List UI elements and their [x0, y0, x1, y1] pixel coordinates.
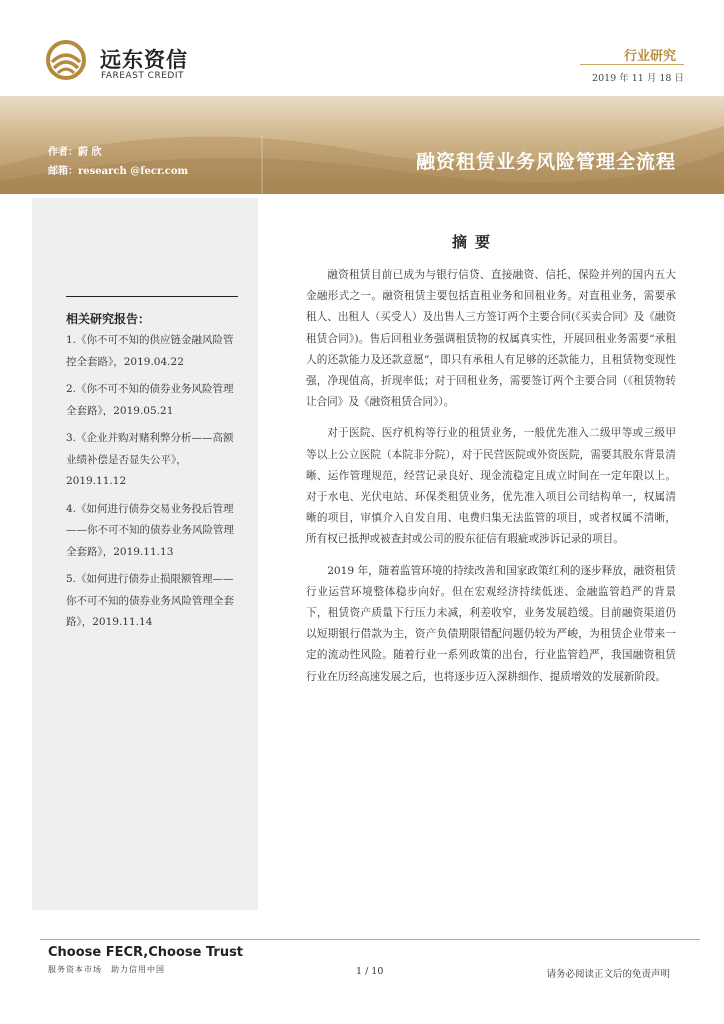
- summary-paragraph: 融资租赁目前已成为与银行信贷、直接融资、信托、保险并列的国内五大金融形式之一。融资租赁主要包括直租业务和回租业务。对直租业务，需要承租人、出租人（买受人）及出售人三方签订两个主要合同(《买卖合同》及《融资租赁合同》)。售后回租业务强调租赁物的权属真实性，开展回租业务需要“承租人的还款能力及还款意愿”，即只有承租人有足够的还款能力，且租赁物变现性强，净现值高，折现率低；对于回租业务，需要签订两个主要合同（《租赁物转让合同》及《融资租赁合同》）。: [306, 269, 676, 409]
- logo-chinese-name: 远东资信: [100, 48, 188, 72]
- related-reports-heading: 相关研究报告：: [66, 312, 151, 326]
- disclaimer-note: 请务必阅读正文后的免责声明: [546, 969, 670, 980]
- footer-brand-slogan: Choose FECR,Choose Trust: [48, 945, 244, 960]
- summary-title: 摘要: [452, 233, 499, 251]
- report-date: 2019 年 11 月 18 日: [592, 73, 684, 84]
- summary-paragraph: 2019 年，随着监管环境的持续改善和国家政策红利的逐步释放，融资租赁行业运营环境整体稳步向好。但在宏观经济持续低迷、金融监管趋严的背景下，租赁资产质量下行压力未减，利差收窄，业务发展趋缓。目前融资渠道仍以短期银行借款为主，资产负债期限错配问题仍较为严峻，为租赁企业带来一定的流动性风险。随着行业一系列政策的出台，行业监管趋严，我国融资租赁行业在历经高速发展之后，也将逐步迈入深耕细作、提质增效的发展新阶段。: [306, 564, 676, 683]
- footer-chinese-slogan: 服务资本市场 助力信用中国: [48, 965, 165, 974]
- related-report-item: 1.《你不可不知的供应链金融风险管控全套路》，2019.04.22: [66, 334, 234, 368]
- related-report-item: 3.《企业并购对赌利弊分析——高额业绩补偿是否显失公平》，2019.11.12: [66, 432, 234, 487]
- logo-english-name: FAREAST CREDIT: [101, 71, 184, 81]
- summary-paragraph: 对于医院、医疗机构等行业的租赁业务，一般优先准入二级甲等或三级甲等以上公立医院（本院非分院），对于民营医院或外资医院，需要其股东背景清晰、运作管理规范，经营记录良好、现金流稳定且成立时间在一定年限以上。对于水电、光伏电站、环保类租赁业务，优先准入项目公司结构单一，权属清晰的项目，审慎介入自发自用、电费归集无法监管的项目，或者权属不清晰，所有权已抵押或被查封或公司的股东征信有瑕疵或涉诉记录的项目。: [306, 427, 676, 546]
- related-report-item: 2.《你不可不知的债券业务风险管理全套路》，2019.05.21: [66, 383, 234, 417]
- sidebar-divider: [66, 296, 238, 297]
- related-report-item: 5.《如何进行债券止损限额管理——你不可不知的债券业务风险管理全套路》，2019.11.14: [66, 573, 234, 628]
- page-number: 1 / 10: [356, 966, 384, 977]
- summary-body: [306, 265, 676, 698]
- report-title: 融资租赁业务风险管理全流程: [415, 151, 676, 173]
- footer-divider: [40, 939, 700, 940]
- report-type-label: 行业研究: [623, 49, 676, 64]
- related-report-item: 4.《如何进行债券交易业务投后管理——你不可不知的债券业务风险管理全套路》，2019.11.13: [66, 502, 234, 558]
- header-divider: [580, 64, 684, 65]
- author-label: 作者：蔚 欣: [48, 147, 102, 158]
- email-label: 邮箱：research @fecr.com: [48, 166, 189, 177]
- related-reports-list: [66, 330, 244, 640]
- banner-wave-decoration: [0, 96, 724, 194]
- fareast-logo-icon: [42, 40, 94, 80]
